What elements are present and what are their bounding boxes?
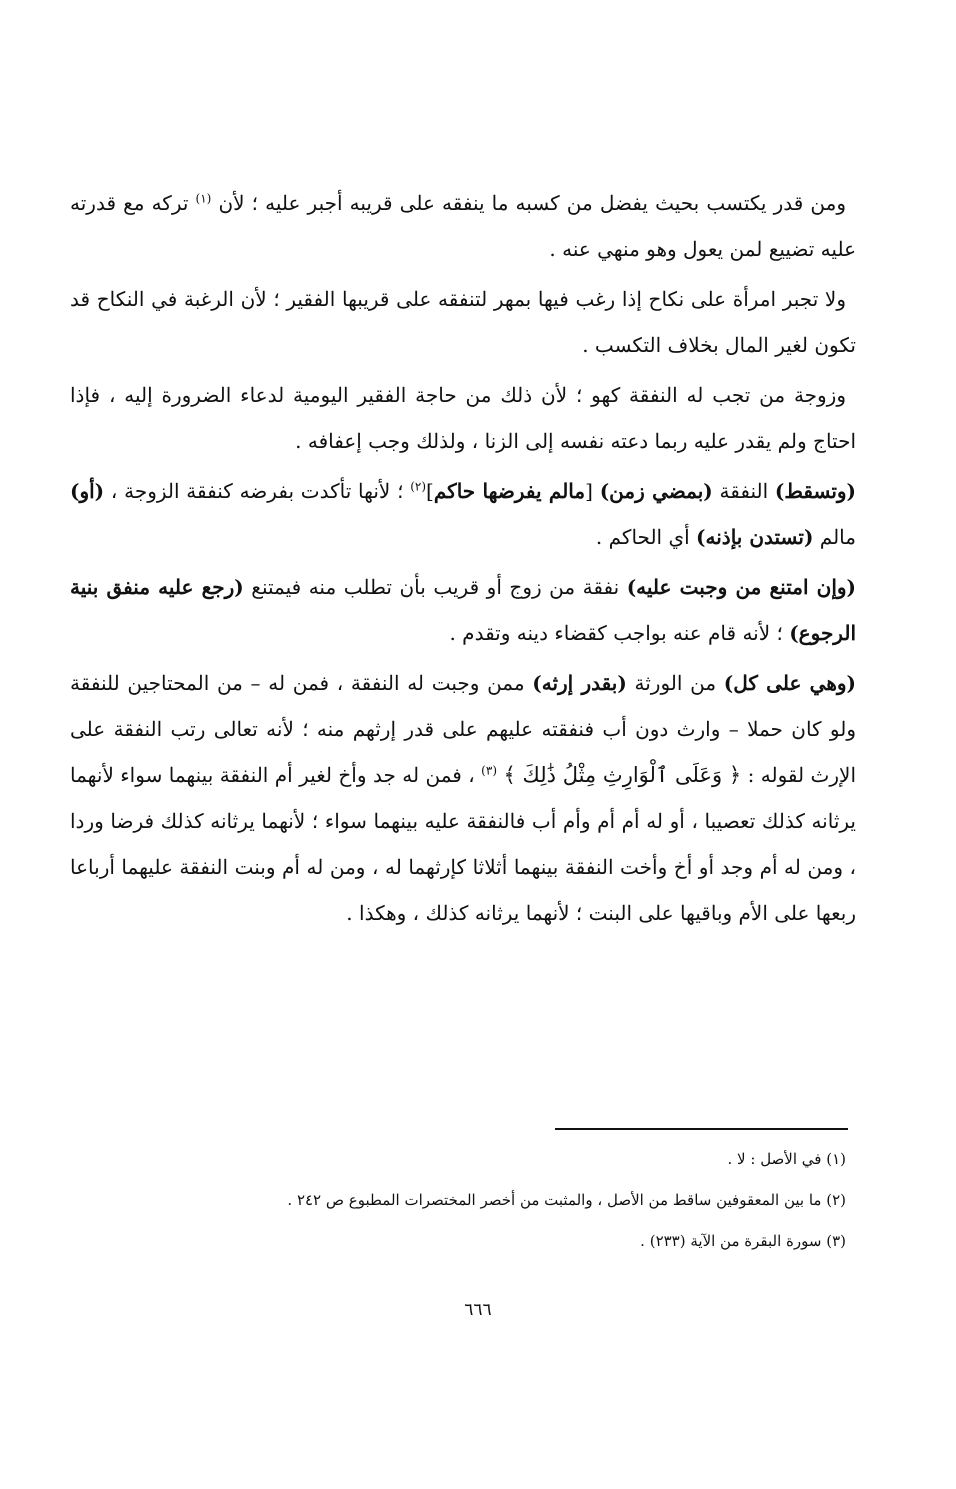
footnote-ref-2: (٢)	[410, 479, 427, 494]
paragraph-6	[70, 660, 856, 936]
bracket-close: ]	[426, 479, 434, 503]
paragraph-4	[70, 468, 856, 560]
paragraph-1-text-b: تركه مع قدرته عليه تضييع لمن يعول وهو منهي عنه .	[70, 191, 856, 261]
matn-phrase: مالم يفرضها حاكم	[433, 479, 586, 503]
quran-verse: ﴿ وَعَلَى ٱلْوَارِثِ مِثْلُ ذَٰلِكَ ﴾	[503, 763, 742, 787]
commentary-text: ؛ لأنه قام عنه بواجب كقضاء دينه وتقدم .	[449, 621, 783, 645]
commentary-text: من الورثة	[634, 671, 717, 695]
bracket-open: [	[585, 479, 593, 503]
paragraph-2	[70, 276, 856, 368]
matn-phrase: (رجع عليه منفق بنية الرجوع)	[70, 575, 856, 645]
footnote-separator	[555, 1128, 848, 1130]
matn-phrase: (بمضي زمن)	[599, 479, 713, 503]
matn-phrase: (وإن امتنع من وجبت عليه)	[626, 575, 857, 599]
matn-phrase: (وتسقط)	[774, 479, 856, 503]
main-text	[70, 180, 856, 940]
commentary-text: النفقة	[719, 479, 769, 503]
paragraph-1	[70, 180, 856, 272]
footnote-3: (٣) سورة البقرة من الآية (٢٣٣) .	[640, 1232, 846, 1250]
paragraph-2-text: ولا تجبر امرأة على نكاح إذا رغب فيها بمهر لتنفقه على قريبها الفقير ؛ لأن الرغبة في النكاح قد تكون لغير المال بخلاف التكسب .	[70, 287, 856, 357]
footnotes	[150, 1148, 846, 1271]
paragraph-5	[70, 564, 856, 656]
page-number: ٦٦٦	[464, 1300, 492, 1320]
footnote-ref-1: (١)	[195, 191, 212, 206]
matn-phrase: (بقدر إرثه)	[532, 671, 627, 695]
commentary-text: أي الحاكم .	[595, 525, 690, 549]
commentary-text: مالم	[819, 525, 856, 549]
footnote-1: (١) في الأصل : لا .	[727, 1150, 846, 1168]
commentary-text: نفقة من زوج أو قريب بأن تطلب منه فيمتنع	[251, 575, 620, 599]
matn-phrase: (وهي على كل)	[723, 671, 857, 695]
commentary-text: ممن وجبت له النفقة ، فمن له – من المحتاجين للنفقة ولو كان حملا – وارث دون أب فنفقته عليهم على قدر إرثهم منه ؛ لأنه تعالى رتب النفقة على الإرث لقوله :	[70, 671, 857, 787]
matn-phrase: (تستدن بإذنه)	[696, 525, 814, 549]
footnote-2: (٢) ما بين المعقوفين ساقط من الأصل ، والمثبت من أخصر المختصرات المطبوع ص ٢٤٢ .	[287, 1191, 846, 1209]
paragraph-1-text-a: ومن قدر يكتسب بحيث يفضل من كسبه ما ينفقه على قريبه أجبر عليه ؛ لأن	[218, 191, 846, 215]
commentary-text: ، فمن له جد وأخ لغير أم النفقة بينهما سواء لأنهما يرثانه كذلك تعصيبا ، أو له أم أم وأم أب فالنفقة عليه بينهما سواء ؛ لأنهما يرثانه كذلك فرضا وردا ، ومن له أم وجد أو أخ وأخت النفقة بينهما أثلاثا كإرثهما له ، ومن له أم وبنت النفقة عليهما أرباعا ربعها على الأم وباقيها على البنت ؛ لأنهما يرثانه كذلك ، وهكذا .	[70, 763, 856, 925]
paragraph-3-text: وزوجة من تجب له النفقة كهو ؛ لأن ذلك من حاجة الفقير اليومية لدعاء الضرورة إليه ، فإذا احتاج ولم يقدر عليه ربما دعته نفسه إلى الزنا ، ولذلك وجب إعفافه .	[70, 383, 856, 453]
footnote-ref-3: (٣)	[481, 763, 497, 778]
paragraph-3	[70, 372, 856, 464]
commentary-text: ؛ لأنها تأكدت بفرضه كنفقة الزوجة ،	[110, 479, 404, 503]
matn-phrase: (أو)	[70, 479, 105, 503]
